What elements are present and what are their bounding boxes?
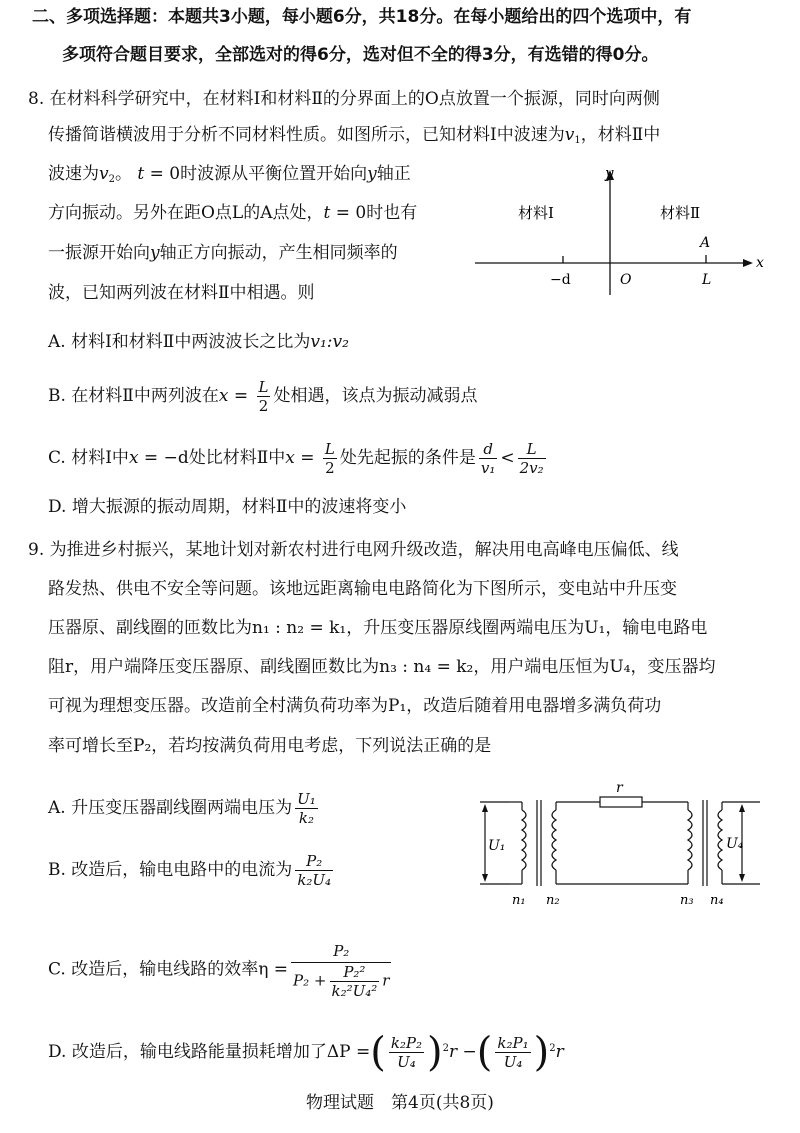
q9-d-square-1: 2	[442, 1043, 450, 1054]
q8-text-3f: 轴正	[376, 164, 411, 184]
q9-d-fraction-1	[389, 1034, 424, 1071]
q9-line1	[28, 539, 679, 561]
q9-d-fraction-2	[495, 1034, 530, 1071]
q9-text-1: 为推进乡村振兴，某地计划对新农村进行电网升级改造，解决用电高峰电压偏低、线	[49, 540, 679, 560]
q9-d-r-end: r	[555, 1042, 564, 1062]
q9-line5: 可视为理想变压器。改造前全村满负荷功率为P₁，改造后随着用电器增多满负荷功	[48, 696, 662, 716]
q8-number: 8.	[28, 89, 45, 109]
q8-y-symbol: y	[367, 164, 377, 184]
q8-line5	[48, 242, 398, 264]
q8-text-3a: 波速为	[48, 164, 99, 184]
q8-c-frac1-num: L	[324, 440, 335, 458]
q9-option-d[interactable]	[48, 1029, 564, 1076]
q8-option-b[interactable]	[48, 378, 477, 415]
q8-fig-y-label: y	[605, 164, 614, 182]
q8-line1	[28, 88, 660, 110]
q8-text-4: 方向振动。另外在距O点L的A点处，	[48, 203, 324, 223]
q9-d-den-1: U₄	[397, 1053, 416, 1071]
q8-y-symbol-2: y	[150, 243, 160, 263]
q8-option-c-pre: C. 材料Ⅰ中	[48, 448, 129, 468]
q8-option-b-pre: B. 在材料Ⅱ中两列波在	[48, 386, 219, 406]
q8-fig-L: L	[702, 272, 712, 288]
q9-option-b-fraction	[295, 852, 333, 889]
q8-fig-neg-d: −d	[550, 272, 571, 288]
q8-v2-sub: 2	[108, 174, 115, 185]
q8-text-2: 传播简谐横波用于分析不同材料性质。如图所示，已知材料Ⅰ中波速为	[48, 125, 565, 145]
q8-v1-symbol: v	[564, 125, 575, 145]
q8-fig-O: O	[620, 272, 632, 288]
q9-option-b-pre: B. 改造后，输电电路中的电流为	[48, 860, 293, 880]
q9-fig-n2: n₂	[546, 893, 560, 908]
q8-v2-symbol: v	[99, 164, 109, 184]
q9-fig-n4: n₄	[710, 893, 724, 908]
q9-c-inner-fraction	[330, 963, 380, 1000]
q8-option-b-x: x	[218, 386, 229, 406]
q8-option-c-x1: x	[128, 448, 139, 468]
q9-fig-U4: U₄	[726, 836, 744, 852]
q8-frac-num: L	[258, 378, 269, 396]
q8-line4	[48, 202, 417, 224]
q9-line3: 压器原、副线圈的匝数比为n₁ : n₂ = k₁，升压变压器原线圈两端电压为U₁，输电电路电	[48, 618, 708, 638]
q8-line3	[48, 163, 411, 191]
q8-fig-x-label: x	[756, 255, 764, 271]
q9-b-num: P₂	[295, 852, 333, 871]
q8-option-a-text: A. 材料Ⅰ和材料Ⅱ中两波波长之比为	[48, 332, 311, 352]
q8-fig-mat1: 材料Ⅰ	[518, 204, 554, 222]
q8-t-symbol: t	[137, 164, 145, 184]
q8-fig-mat2: 材料Ⅱ	[660, 204, 701, 222]
q9-d-square-2: 2	[549, 1043, 556, 1054]
q9-option-d-pre: D. 改造后，输电线路能量损耗增加了ΔP =	[48, 1042, 371, 1062]
q8-option-c-frac2	[479, 440, 498, 477]
q9-d-num-2: k₂P₁	[497, 1034, 529, 1052]
q8-option-a-ratio: v₁:v₂	[310, 332, 349, 352]
q9-a-den: k₂	[298, 809, 314, 827]
q9-option-c-fraction	[291, 940, 391, 1000]
q9-option-b[interactable]	[48, 852, 336, 889]
q9-line4: 阻r，用户端降压变压器原、副线圈匝数比为n₃ : n₄ = k₂，用户端电压恒为U₄，变压器均	[48, 657, 716, 677]
q8-text-3d: = 0时波源从平衡位置开始向	[144, 164, 368, 184]
q8-option-a[interactable]	[48, 331, 349, 353]
q8-option-c-mid1: = −d处比材料Ⅱ中	[138, 448, 286, 468]
q8-text-3b: 。	[114, 164, 132, 184]
q8-option-d[interactable]: D. 增大振源的振动周期，材料Ⅱ中的波速将变小	[48, 497, 407, 517]
q9-c-den	[291, 963, 391, 1000]
q9-option-c[interactable]	[48, 940, 394, 1000]
q9-line6: 率可增长至P₂，若均按满负荷用电考虑，下列说法正确的是	[48, 736, 492, 756]
q9-c-den-1: P₂ +	[293, 971, 327, 990]
q8-text-2b: ，材料Ⅱ中	[580, 125, 661, 145]
q9-circuit-figure	[470, 780, 770, 910]
q9-a-num: U₁	[297, 790, 316, 808]
q8-option-c-post: 处先起振的条件是	[339, 448, 476, 468]
q9-fig-n3: n₃	[680, 893, 694, 908]
q8-line2	[48, 124, 660, 152]
q9-c-den-r: r	[382, 971, 390, 990]
q8-c-frac3-den: 2v₂	[519, 459, 544, 477]
q9-number: 9.	[28, 540, 45, 560]
q8-text-4c: = 0时也有	[330, 203, 418, 223]
q9-d-paren-open-1: (	[370, 1029, 386, 1076]
q8-c-frac3-num: L	[518, 440, 546, 459]
q8-text-5a: 一振源开始向	[48, 243, 150, 263]
q8-option-c-x2: x	[285, 448, 295, 468]
q8-option-b-eq: =	[228, 386, 254, 406]
q8-c-frac2-num: d	[479, 440, 498, 459]
q8-v1-sub: 1	[574, 135, 581, 146]
q8-t-symbol-2: t	[323, 203, 331, 223]
q9-d-den-2: U₄	[503, 1053, 523, 1071]
q9-d-paren-open-2: (	[476, 1029, 493, 1076]
q9-d-paren-close-2: )	[533, 1029, 550, 1076]
q8-axis-figure	[470, 160, 770, 300]
q9-fig-U1: U₁	[488, 838, 506, 854]
q9-option-a-pre: A. 升压变压器副线圈两端电压为	[48, 798, 293, 818]
q8-option-b-fraction	[257, 378, 271, 415]
q9-d-num-1: k₂P₂	[390, 1034, 423, 1052]
q8-fig-A: A	[700, 235, 711, 251]
q8-c-frac2-den: v₁	[480, 459, 496, 477]
section-header-line1: 二、多项选择题：本题共3小题，每小题6分，共18分。在每小题给出的四个选项中，有	[32, 7, 692, 27]
q9-fig-n1: n₁	[512, 893, 526, 908]
q9-d-r-minus: r −	[449, 1042, 477, 1062]
q8-option-c-frac1	[323, 440, 337, 477]
q8-option-c-mid2: =	[294, 448, 320, 468]
q8-c-frac1-den: 2	[325, 459, 335, 477]
q8-option-c-lt: <	[500, 448, 515, 468]
q8-frac-den: 2	[258, 397, 269, 415]
q8-option-c-frac3	[518, 440, 546, 477]
q9-line2: 路发热、供电不安全等问题。该地远距离输电电路简化为下图所示，变电站中升压变	[48, 579, 677, 599]
q8-line6: 波，已知两列波在材料Ⅱ中相遇。则	[48, 283, 315, 303]
section-header-line2: 多项符合题目要求，全部选对的得6分，选对但不全的得3分，有选错的得0分。	[62, 45, 659, 65]
q9-fig-r: r	[616, 780, 623, 796]
q9-c-inner-num: P₂²	[330, 963, 380, 982]
q9-d-paren-close-1: )	[427, 1029, 443, 1076]
page-footer: 物理试题 第4页(共8页)	[306, 1093, 494, 1113]
q9-b-den: k₂U₄	[297, 871, 332, 889]
q9-c-inner-den: k₂²U₄²	[331, 982, 378, 1000]
q9-option-c-pre: C. 改造后，输电线路的效率η =	[48, 959, 289, 980]
q9-option-a-fraction	[295, 790, 318, 827]
q8-text-5c: 轴正方向振动，产生相同频率的	[159, 243, 398, 263]
q9-c-num: P₂	[291, 940, 391, 963]
q8-option-b-post: 处相遇，该点为振动减弱点	[273, 386, 478, 406]
q9-option-a[interactable]	[48, 790, 321, 827]
q8-option-c[interactable]	[48, 440, 549, 477]
q8-text-1: 在材料科学研究中，在材料Ⅰ和材料Ⅱ的分界面上的O点放置一个振源，同时向两侧	[49, 89, 660, 109]
